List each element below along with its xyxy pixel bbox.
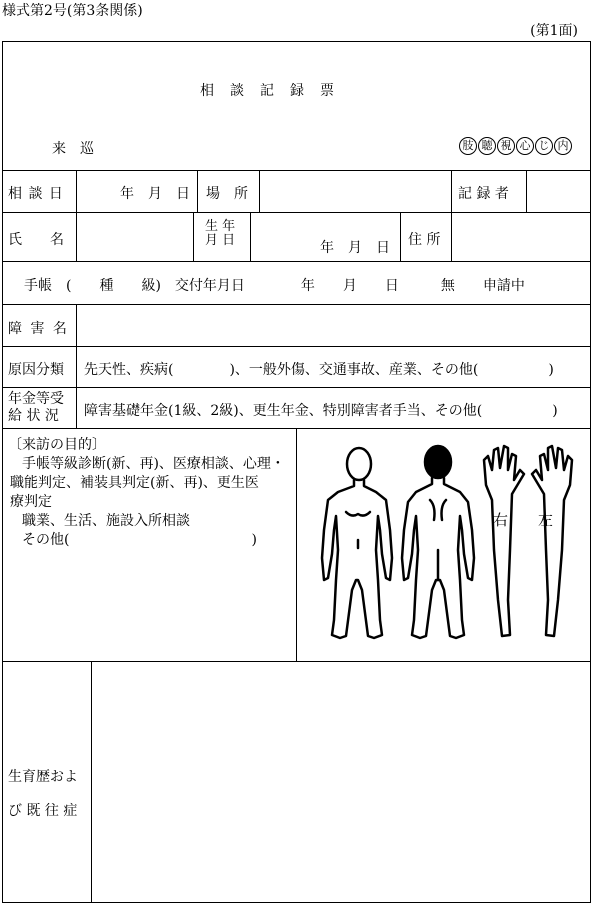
purpose-line[interactable]: 療判定 xyxy=(10,494,52,510)
pension-options[interactable]: 障害基礎年金(1級、2級)、更生年金、特別障害者手当、その他( ) xyxy=(84,403,558,419)
recorder-field[interactable] xyxy=(529,172,587,210)
purpose-line[interactable]: 職能判定、補装具判定(新、再)、更生医 xyxy=(10,475,259,491)
consult-date-field[interactable]: 年 月 日 xyxy=(120,186,190,202)
body-diagram[interactable] xyxy=(298,430,590,660)
history-label: 生育歴およ び 既 往 症 xyxy=(8,769,78,819)
place-field[interactable] xyxy=(262,172,448,210)
disability-label: 障 害 名 xyxy=(8,321,69,337)
form-title: 相 談 記 録 票 xyxy=(200,83,335,99)
purpose-line[interactable]: 職業、生活、施設入所相談 xyxy=(22,513,190,529)
purpose-line[interactable]: 手帳等級診断(新、再)、医療相談、心理・ xyxy=(22,456,285,472)
birth-label: 生 年 月 日 xyxy=(205,219,236,248)
right-arm-figure xyxy=(484,446,524,636)
disability-field[interactable] xyxy=(79,306,587,344)
history-field[interactable] xyxy=(94,663,588,900)
address-label: 住 所 xyxy=(408,232,441,248)
category-internal[interactable]: 内 xyxy=(554,137,572,155)
back-body-figure xyxy=(402,446,474,638)
category-limb[interactable]: 肢 xyxy=(459,137,477,155)
front-body-figure xyxy=(322,448,392,638)
purpose-heading: 〔来訪の目的〕 xyxy=(8,437,106,453)
pension-label: 年金等受 給 状 況 xyxy=(8,391,64,424)
birth-date-field[interactable]: 年 月 日 xyxy=(320,240,390,256)
cause-options[interactable]: 先天性、疾病( )、一般外傷、交通事故、産業、その他( ) xyxy=(84,362,554,378)
consult-date-label: 相 談 日 xyxy=(8,186,64,202)
category-group xyxy=(458,137,572,155)
recorder-label: 記 録 者 xyxy=(458,186,509,202)
place-label: 場 所 xyxy=(206,186,248,202)
left-arm-figure xyxy=(532,446,572,636)
address-field[interactable] xyxy=(454,214,588,259)
handbook-row[interactable]: 手帳 ( 種 級) 交付年月日 年 月 日 無 申請中 xyxy=(24,278,525,294)
form-number: 様式第2号(第3条関係) xyxy=(2,3,143,19)
category-kidney[interactable]: じ xyxy=(535,137,553,155)
category-hearing[interactable]: 聴 xyxy=(478,137,496,155)
cause-label: 原因分類 xyxy=(8,362,64,378)
right-label: 右 xyxy=(493,511,509,529)
visit-purpose xyxy=(8,436,285,550)
visit-type[interactable]: 来 巡 xyxy=(52,141,94,157)
page-number: (第1面) xyxy=(530,23,578,39)
name-label: 氏 名 xyxy=(8,232,64,248)
category-heart[interactable]: 心 xyxy=(516,137,534,155)
purpose-line[interactable]: その他( ) xyxy=(22,532,257,548)
left-label: 左 xyxy=(538,511,554,529)
name-field[interactable] xyxy=(79,214,191,259)
category-vision[interactable]: 視 xyxy=(497,137,515,155)
